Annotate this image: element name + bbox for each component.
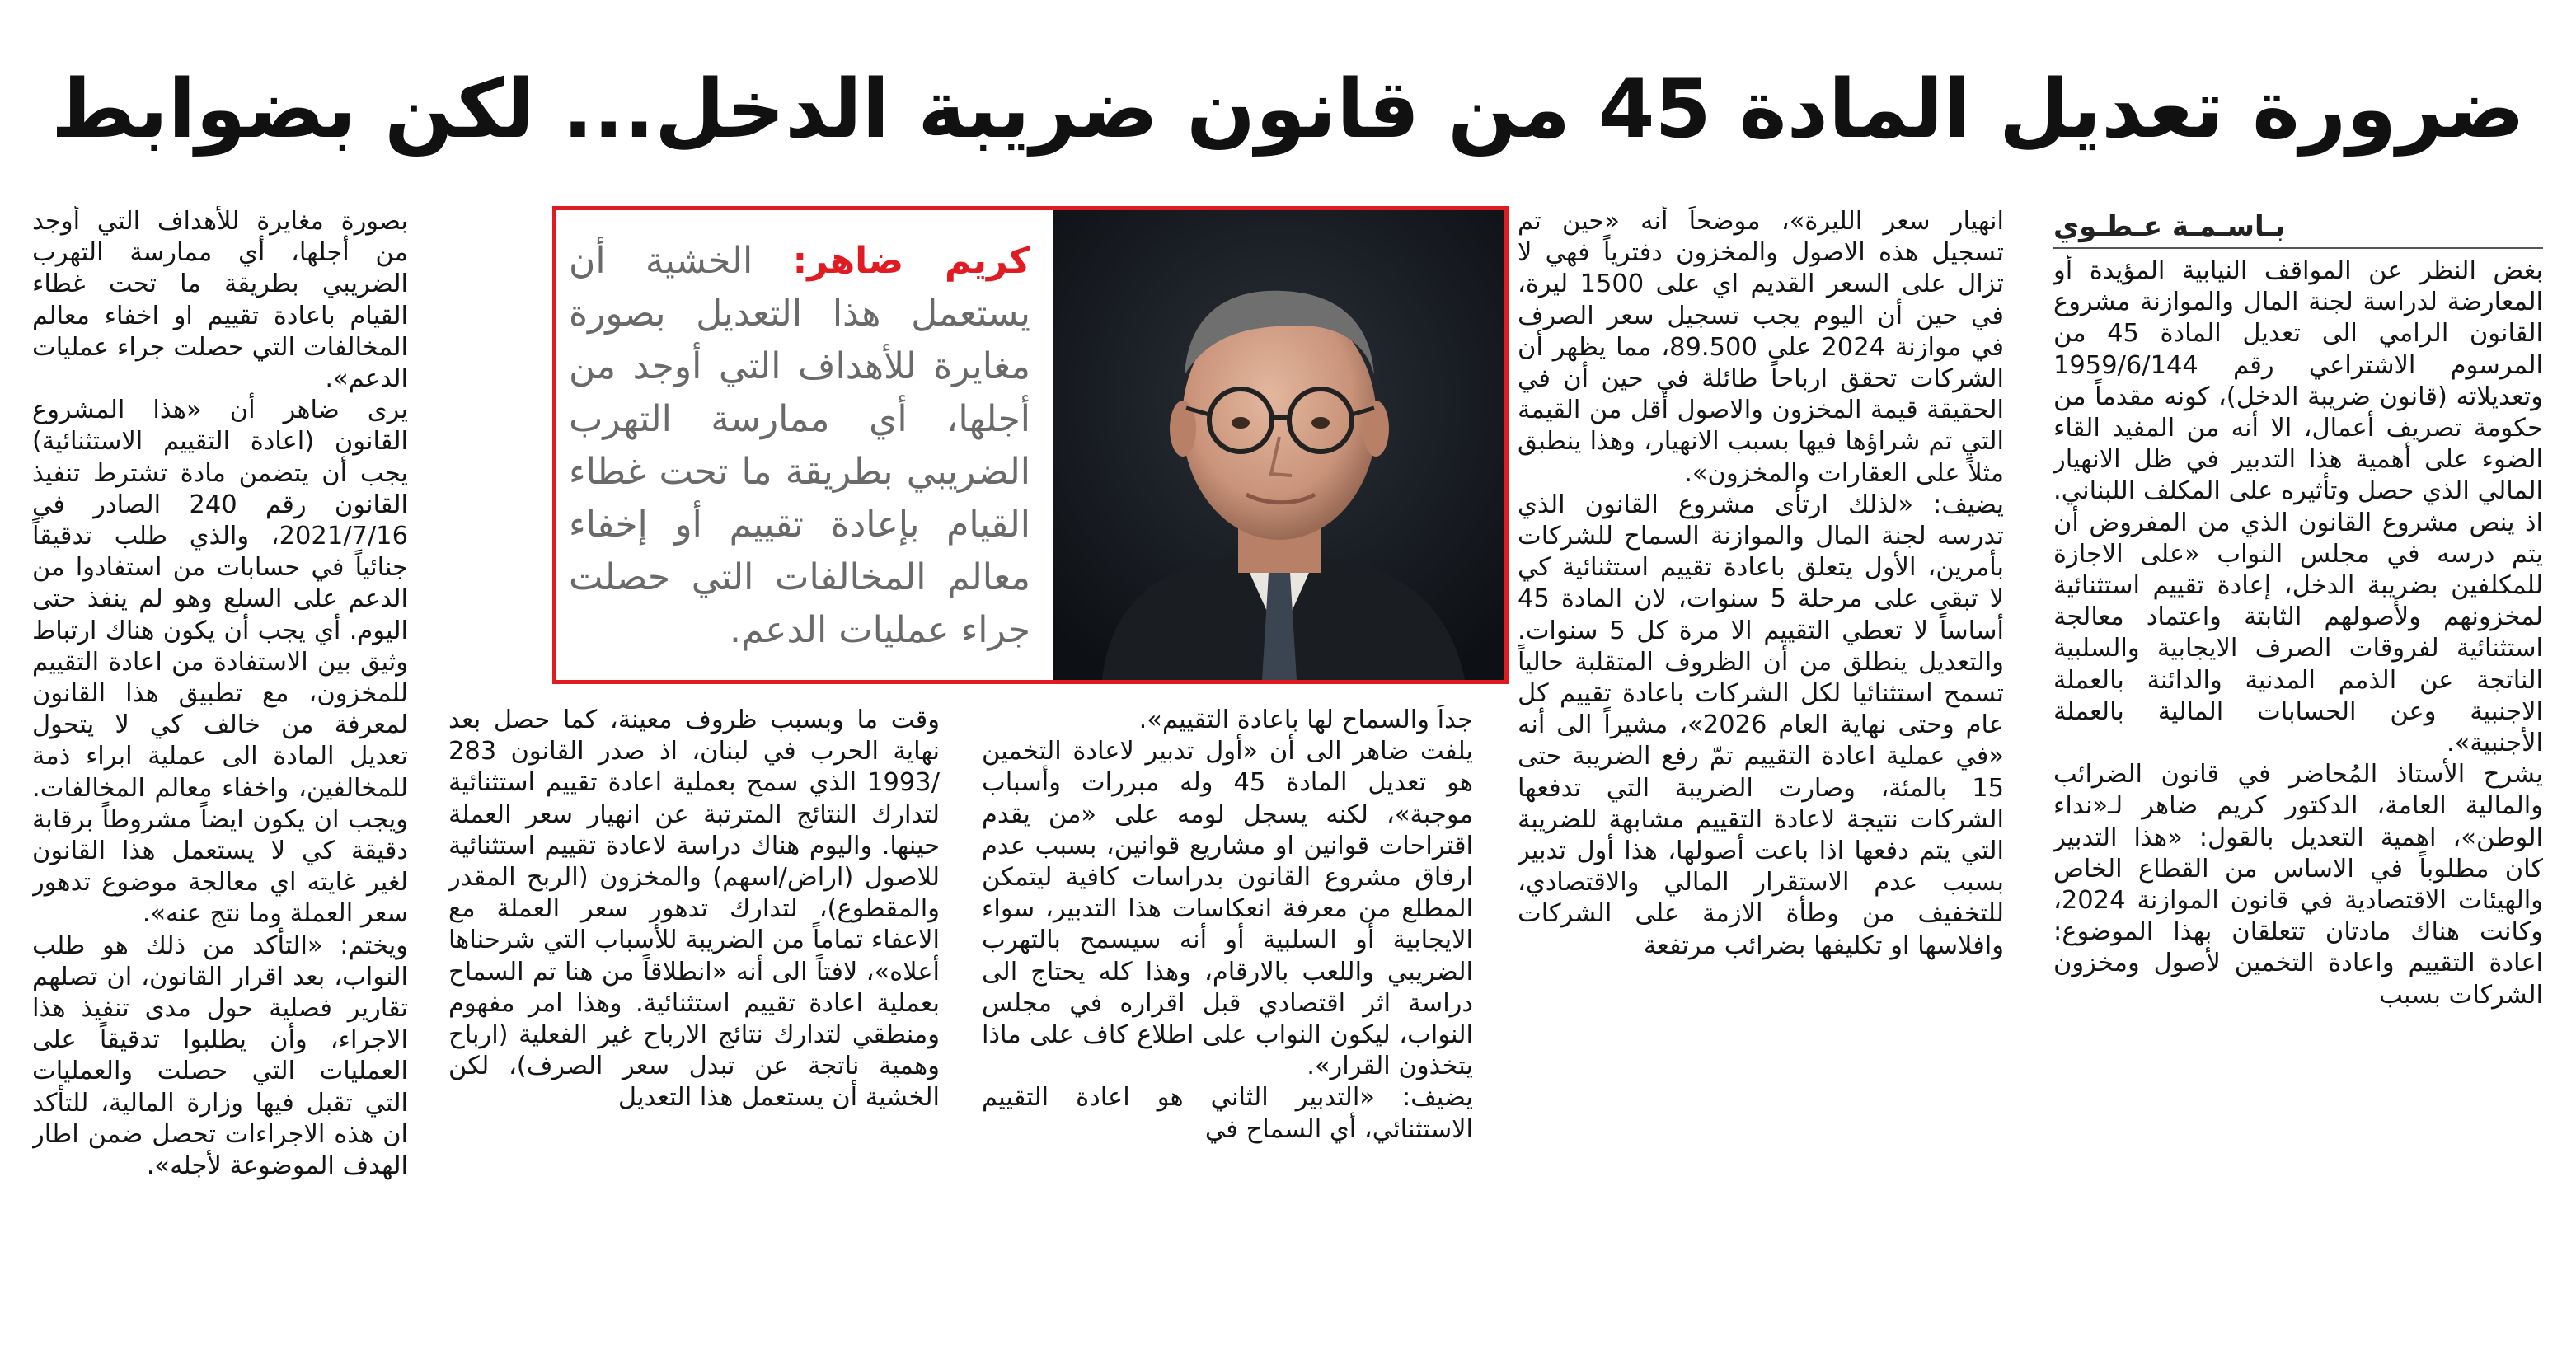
byline-divider (2053, 247, 2543, 249)
paragraph: بغض النظر عن المواقف النيابية المؤيدة أو المعارضة لدراسة لجنة المال والموازنة مشروع القانون الرامي الى تعديل المادة 45 من المرسوم الاشتراعي رقم 1959/6/144 وتعديلاته (قانون ضريبة الدخل)، كونه مقدماً من حكومة تصريف أعمال، الا أنه من المفيد القاء الضوء على أهمية هذا التدبير في ظل الانهيار المالي الذي حصل وتأثيره على المكلف اللبناني. اذ ينص مشروع القانون الذي من المفروض أن يتم درسه في مجلس النواب «على الاجازة للمكلفين بضريبة الدخل، إعادة تقييم استثنائية لمخزونهم ولأصولهم الثابتة واعتماد معالجة استثنائية لفروقات الصرف الايجابية والسلبية الناتجة عن الذمم المدنية والدائنة بالعملة الاجنبية وعن الحسابات المالية بالعملة الأجنبية». (2053, 256, 2543, 758)
author-byline: بـاسـمـة عـطـوي (2053, 210, 2286, 243)
pullquote-speaker: كريم ضاهر: (792, 240, 1030, 282)
paragraph: يضيف: «لذلك ارتأى مشروع القانون الذي تدرسه لجنة المال والموازنة السماح للشركات بأمرين، الأول يتعلق باعادة تقييم استثنائية كي لا تبقى على مرحلة 5 سنوات، لان المادة 45 أساساً لا تعطي التقييم الا مرة كل 5 سنوات. والتعديل ينطلق من أن الظروف المتقلبة حالياً تسمح استثنائيا لكل الشركات باعادة تقييم كل عام وحتى نهاية العام 2026»، مشيراً الى أنه «في عملية اعادة التقييم تمّ رفع الضريبة حتى 15 بالمئة، وصارت الضريبة التي تدفعها الشركات نتيجة لاعادة التقييم مشابهة للضريبة التي يتم دفعها اذا باعت أصولها، هذا أول تدبير بسبب عدم الاستقرار المالي والاقتصادي، للتخفيف من وطأة الازمة على الشركات وافلاسها او تكليفها بضرائب مرتفعة (1518, 490, 2004, 960)
paragraph: يشرح الأستاذ المُحاضر في قانون الضرائب والمالية العامة، الدكتور كريم ضاهر لـ«نداء الوطن»، اهمية التعديل بالقول: «هذا التدبير كان مطلوباً في الاساس من القطاع الخاص والهيئات الاقتصادية في قانون الموازنة 2024، وكانت هناك مادتان تتعلقان بهذا الموضوع: اعادة التقييم واعادة التخمين لأصول ومخزون الشركات بسبب (2053, 760, 2543, 1010)
article-headline: ضرورة تعديل المادة 45 من قانون ضريبة الدخل... لكن بضوابط (51, 63, 2525, 157)
paragraph: يرى ضاهر أن «هذا المشروع القانون (اعادة التقييم الاستثنائية) يجب أن يتضمن مادة تشترط تنفيذ القانون رقم 240 الصادر في 2021/7/16، والذي طلب تدقيقاً جنائياً في حسابات من استفادوا من الدعم على السلع وهو لم ينفذ حتى اليوم. أي يجب أن يكون هناك ارتباط وثيق بين الاستفادة من اعادة التقييم للمخزون، مع تطبيق هذا القانون لمعرفة من خالف كي لا يتحول تعديل المادة الى عملية ابراء ذمة للمخالفين، واخفاء معالم المخالفات. ويجب ان يكون ايضاً مشروطاً برقابة دقيقة كي لا يستعمل هذا القانون لغير غايته اي معالجة موضوع تدهور سعر العملة وما نتج عنه». (32, 396, 408, 929)
paragraph: ويختم: «التأكد من ذلك هو طلب النواب، بعد اقرار القانون، ان تصلهم تقارير فصلية حول مدى تنفيذ هذا الاجراء، وأن يطلبوا تدقيقاً على العمليات التي حصلت والعمليات التي تقبل فيها وزارة المالية، للتأكد ان هذه الاجراءات تحصل ضمن اطار الهدف الموضوعة لأجله». (32, 930, 408, 1181)
paragraph: يضيف: «التدبير الثاني هو اعادة التقييم الاستثنائي، أي السماح في (982, 1083, 1473, 1144)
paragraph: انهيار سعر الليرة»، موضحاً أنه «حين تم تسجيل هذه الاصول والمخزون دفترياً فهي لا تزال على السعر القديم اي على 1500 ليرة، في حين أن اليوم يجب تسجيل سعر الصرف في موازنة 2024 على 89.500، مما يظهر أن الشركات تحقق ارباحاً طائلة في حين أن في الحقيقة قيمة المخزون والاصول أقل من القيمة التي تم شراؤها فيها بسبب الانهيار، وهذا ينطبق مثلاً على العقارات والمخزون». (1518, 207, 2004, 488)
speaker-photo (1053, 210, 1504, 680)
pullquote-body: الخشية أن يستعمل هذا التعديل بصورة مغايرة للأهداف التي أوجد من أجلها، أي ممارسة التهرب الضريبي بطريقة ما تحت غطاء القيام بإعادة تقييم أو إخفاء معالم المخالفات التي حصلت جراء عمليات الدعم. (569, 240, 1030, 651)
article-column-3 (982, 705, 1473, 1319)
corner-crop-mark-icon (7, 1332, 18, 1343)
paragraph: بصورة مغايرة للأهداف التي أوجد من أجلها، أي ممارسة التهرب الضريبي بطريقة ما تحت غطاء القيام باعادة تقييم او اخفاء معالم المخالفات التي حصلت جراء عمليات الدعم». (32, 207, 408, 394)
paragraph: يلفت ضاهر الى أن «أول تدبير لاعادة التخمين هو تعديل المادة 45 وله مبررات وأسباب موجبة»، لكنه يسجل لومه على «من يقدم اقتراحات قوانين او مشاريع قوانين، بسبب عدم ارفاق مشروع القانون بدراسات كافية ليتمكن المطلع من معرفة انعكاسات هذا التدبير، سواء الايجابية أو السلبية أو أنه سيسمح بالتهرب الضريبي واللعب بالارقام، وهذا كله يحتاج الى دراسة اثر اقتصادي قبل اقراره في مجلس النواب، ليكون النواب على اطلاع كاف على ماذا يتخذون القرار». (982, 737, 1473, 1081)
paragraph: وقت ما وبسبب ظروف معينة، كما حصل بعد نهاية الحرب في لبنان، اذ صدر القانون 283 /1993 الذي سمح بعملية اعادة تقييم استثنائية لتدارك النتائج المترتبة عن انهيار سعر العملة حينها. واليوم هناك دراسة لاعادة تقييم استثنائية للاصول (اراض/اسهم) والمخزون (الربح المقدر والمقطوع)، لتدارك تدهور سعر العملة مع الاعفاء تماماً من الضريبة للأسباب التي شرحناها أعلاه»، لافتاً الى أنه «انطلاقاً من هنا تم السماح بعملية اعادة تقييم استثنائية. وهذا امر مفهوم ومنطقي لتدارك نتائج الارباح غير الفعلية (ارباح وهمية ناتجة عن تبدل سعر الصرف)، لكن الخشية أن يستعمل هذا التعديل (448, 705, 940, 1113)
pullquote-box (552, 206, 1509, 684)
portrait-illustration (1053, 210, 1504, 680)
article-column-5 (32, 206, 408, 1319)
article-column-2 (1518, 206, 2004, 1319)
pullquote-text (569, 235, 1030, 663)
article-column-1 (2053, 255, 2543, 1319)
article-column-4 (448, 705, 940, 1319)
paragraph: جداً والسماح لها باعادة التقييم». (1138, 705, 1473, 734)
